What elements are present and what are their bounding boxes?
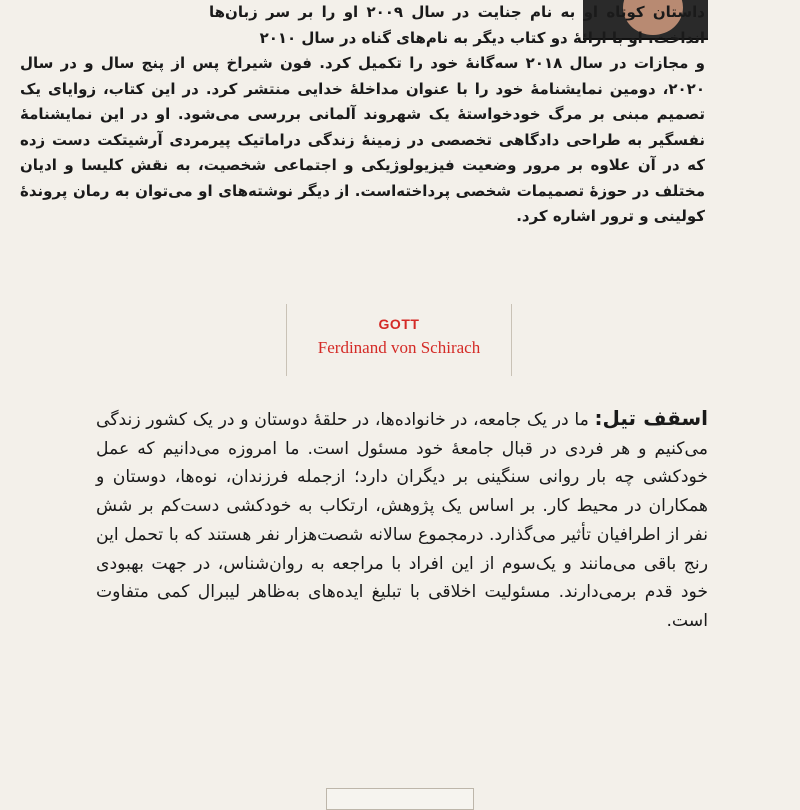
original-title: GOTT — [378, 316, 420, 332]
book-credit — [286, 304, 512, 376]
original-author: Ferdinand von Schirach — [317, 338, 481, 357]
author-bio: و مجازات در سال ۲۰۱۸ سه‌گانهٔ خود را تکمیل کرد. فون شیراخ پس از پنج سال و در سال ۲۰۲۰، دومین نمایشنامهٔ خود را با عنوان مداخلهٔ خدایی منتشر کرد. در این کتاب، زوایای یک تصمیم مبنی بر مرگ خودخواستهٔ یک شهروند آلمانی بررسی می‌شود. او در این نمایشنامهٔ نفسگیر به طراحی دادگاهی تخصصی در زمینهٔ زندگی دراماتیک پیرمردی آرشیتکت دست زده که در آن علاوه بر مرور وضعیت فیزیولوژیکی و اجتماعی شخصیت، به نقش کلیسا و ادیان مختلف در حوزهٔ تصمیمات شخصی پرداخته‌است. از دیگر نوشته‌های او می‌توان به رمان پروندهٔ کولینی و ترور اشاره کرد. — [20, 54, 705, 225]
blurb-speaker: اسقف تیل: — [594, 406, 708, 430]
author-bio-top — [85, 0, 705, 51]
blurb-text: ما در یک جامعه، در خانواده‌ها، در حلقهٔ دوستان و در یک کشور زندگی می‌کنیم و هر فردی در قبال جامعهٔ خود مسئول است. ما امروزه می‌دانیم که عمل خودکشی چه بار روانی سنگینی بر دیگران دارد؛ ازجمله فرزندان، نوه‌ها، دوستان و همکاران در محیط کار. بر اساس یک پژوهش، ارتکاب به خودکشی دست‌کم بر شش نفر از اطرافیان تأثیر می‌گذارد. درمجموع سالانه شصت‌هزار نفر هستند که با تحمل این رنج باقی می‌مانند و یک‌سوم از این افراد با مراجعه به روان‌شناس، در جهت بهبودی خود قدم برمی‌دارند. مسئولیت اخلاقی با تبلیغ ایده‌های به‌ظاهر لیبرال کمی متفاوت است. — [96, 410, 708, 631]
back-cover-blurb — [96, 404, 708, 636]
bio-first-lines: داستان کوتاه او به نام جنایت در سال ۲۰۰۹ او را بر سر زبان‌ها انداخت. او با ارائهٔ دو کتاب دیگر به نام‌های گناه در سال ۲۰۱۰ — [209, 3, 706, 47]
barcode-box-edge — [326, 788, 474, 810]
